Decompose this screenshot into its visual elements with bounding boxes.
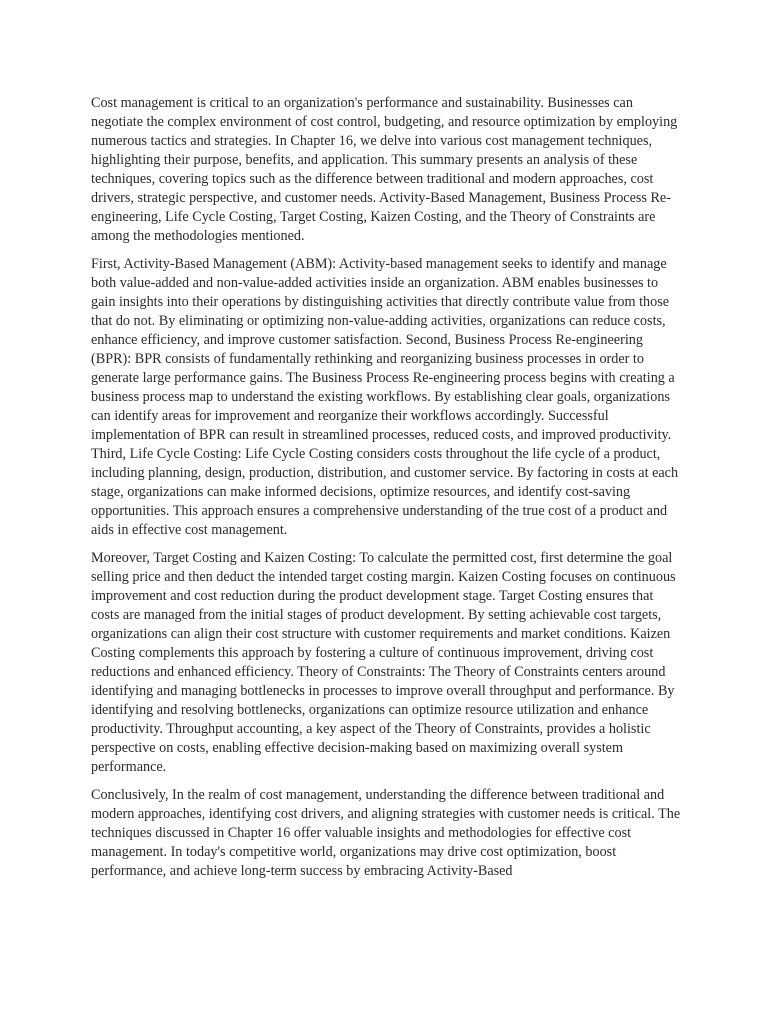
paragraph-abm-bpr-lifecycle: First, Activity-Based Management (ABM): Activity-based management seeks to identify and manage both value-added and non-value-added activities inside an organization. ABM enables businesses to gain insights into their operations by distinguishing activities that directly contribute value from those that do not. By eliminating or optimizing non-value-adding activities, organizations can reduce costs, enhance efficiency, and improve customer satisfaction. Second, Business Process Re-engineering (BPR): BPR consists of fundamentally rethinking and reorganizing business processes in order to generate large performance gains. The Business Process Re-engineering process begins with creating a business process map to understand the existing workflows. By establishing clear goals, organizations can identify areas for improvement and reorganize their workflows accordingly. Successful implementation of BPR can result in streamlined processes, reduced costs, and improved productivity. Third, Life Cycle Costing: Life Cycle Costing considers costs throughout the life cycle of a product, including planning, design, production, distribution, and customer service. By factoring in costs at each stage, organizations can make informed decisions, optimize resources, and identify cost-saving opportunities. This approach ensures a comprehensive understanding of the true cost of a product and aids in effective cost management.	[91, 256, 679, 538]
paragraph-target-kaizen-constraints: Moreover, Target Costing and Kaizen Costing: To calculate the permitted cost, first determine the goal selling price and then deduct the intended target costing margin. Kaizen Costing focuses on continuous improvement and cost reduction during the product development stage. Target Costing ensures that costs are managed from the initial stages of product development. By setting achievable cost targets, organizations can align their cost structure with customer requirements and market conditions. Kaizen Costing complements this approach by fostering a culture of continuous improvement, driving cost reductions and enhanced efficiency. Theory of Constraints: The Theory of Constraints centers around identifying and managing bottlenecks in processes to improve overall throughput and performance. By identifying and resolving bottlenecks, organizations can optimize resource utilization and enhance productivity. Throughput accounting, a key aspect of the Theory of Constraints, provides a holistic perspective on costs, enabling effective decision-making based on maximizing overall system performance.	[91, 550, 676, 775]
paragraph-introduction: Cost management is critical to an organization's performance and sustainability. Businesses can negotiate the complex environment of cost control, budgeting, and resource optimization by employing numerous tactics and strategies. In Chapter 16, we delve into various cost management techniques, highlighting their purpose, benefits, and application. This summary presents an analysis of these techniques, covering topics such as the difference between traditional and modern approaches, cost drivers, strategic perspective, and customer needs. Activity-Based Management, Business Process Re-engineering, Life Cycle Costing, Target Costing, Kaizen Costing, and the Theory of Constraints are among the methodologies mentioned.	[91, 95, 678, 244]
document-body	[91, 94, 681, 890]
paragraph-conclusion: Conclusively, In the realm of cost management, understanding the difference between traditional and modern approaches, identifying cost drivers, and aligning strategies with customer needs is critical. The techniques discussed in Chapter 16 offer valuable insights and methodologies for effective cost management. In today's competitive world, organizations may drive cost optimization, boost performance, and achieve long-term success by embracing Activity-Based	[91, 787, 681, 879]
